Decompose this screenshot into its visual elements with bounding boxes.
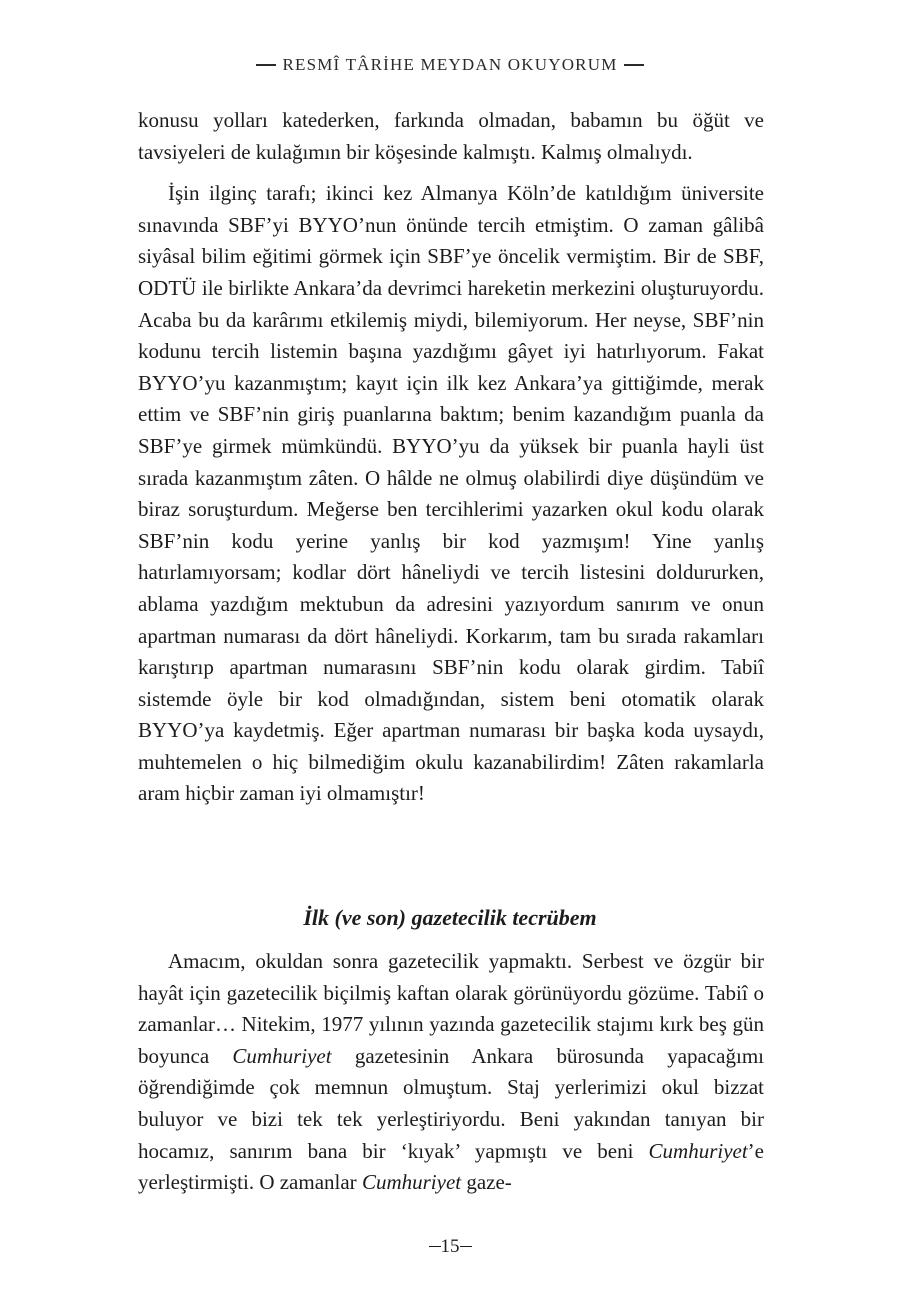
newspaper-name-italic: Cumhuriyet xyxy=(648,1138,748,1163)
page-number-value: 15 xyxy=(440,1236,460,1257)
paragraph-text-part: Amacım, okuldan sonra gazetecilik yapmaktı. Serbest ve özgür bir hayât için gazetecilik biçilmiş kaftan olarak görünüyordu gözüme. Tabiî o zamanlar… Nitekim, 1977 yılının yazında gazetecilik stajımı kırk beş gün boyunca xyxy=(138,949,764,1068)
paragraph-text-part: gazetesinin Ankara bürosunda yapacağımı öğrendiğimde çok memnun olmuştum. Staj yerlerimizi okul bizzat buluyor ve bizi tek tek yerleştiriyordu. Beni yakından tanıyan bir hocamız, sanırım bana bir ‘kıyak’ yapmıştı ve beni xyxy=(138,1043,764,1163)
header-dash-left xyxy=(256,64,276,66)
newspaper-name-italic: Cumhuriyet xyxy=(361,1170,462,1195)
page-number xyxy=(0,1236,900,1258)
page-number-dash-right xyxy=(460,1246,472,1248)
paragraph-exam-story: İşin ilginç tarafı; ikinci kez Almanya Köln’de katıldığım üniversite sınavında SBF’yi BYYO’nun önünde tercih etmiştim. O zaman gâlibâ siyâsal bilim eğitimi görmek için SBF’ye öncelik vermiştim. Bir de SBF, ODTÜ ile birlikte Ankara’da devrimci hareketin merkezini oluşturuyordu. Acaba bu da karârımı etkilemiş miydi, bilemiyorum. Her neyse, SBF’nin kodunu tercih listemin başına yazdığımı gâyet iyi hatırlıyorum. Fakat BYYO’yu kazanmıştım; kayıt için ilk kez Ankara’ya gittiğimde, merak ettim ve SBF’nin giriş puanlarına baktım; benim kazandığım puanla da SBF’ye girmek mümkündü. BYYO’yu da yüksek bir puanla hayli üst sırada kazanmıştım zâten. O hâlde ne olmuş olabilirdi diye düşündüm ve biraz soruşturdum. Meğerse ben tercihlerimi yazarken okul kodu olarak SBF’nin kodu yerine yanlış bir kod yazmışım! Yine yanlış hatırlamıyorsam; kodlar dört hâneliydi ve tercih listesini doldururken, ablama yazdığım mektubun da adresini yazıyordum sanırım ve onun apartman numarası da dört hâneliydi. Korkarım, tam bu sırada rakamları karıştırıp apartman numarasını SBF’nin kodu olarak girdim. Tabiî sistemde öyle bir kod olmadığından, sistem beni otomatik olarak BYYO’ya kaydetmiş. Eğer apartman numarası bir başka koda uysaydı, muhtemelen o hiç bilmediğim okulu kazanabilirdim! Zâten rakamlarla aram hiçbir zaman iyi olmamıştır! xyxy=(138,181,764,806)
body-text-top xyxy=(138,105,764,820)
paragraph-journalism xyxy=(138,946,764,1199)
newspaper-name-italic: Cumhuriyet xyxy=(232,1043,332,1068)
section-heading: İlk (ve son) gazetecilik tecrübem xyxy=(303,905,597,930)
header-dash-right xyxy=(624,64,644,66)
body-text-bottom xyxy=(138,946,764,1209)
running-header xyxy=(0,55,900,75)
paragraph-text-part: ’e yerleştirmişti. O zamanlar xyxy=(138,1138,764,1195)
paragraph-text-part: gaze- xyxy=(461,1170,512,1195)
running-title: RESMÎ TÂRİHE MEYDAN OKUYORUM xyxy=(282,55,618,74)
paragraph-continuation: konusu yolları katederken, farkında olmadan, babamın bu öğüt ve tavsiyeleri de kulağımın bir köşesinde kalmıştı. Kalmış olmalıydı. xyxy=(138,108,764,164)
page-number-dash-left xyxy=(429,1246,441,1248)
